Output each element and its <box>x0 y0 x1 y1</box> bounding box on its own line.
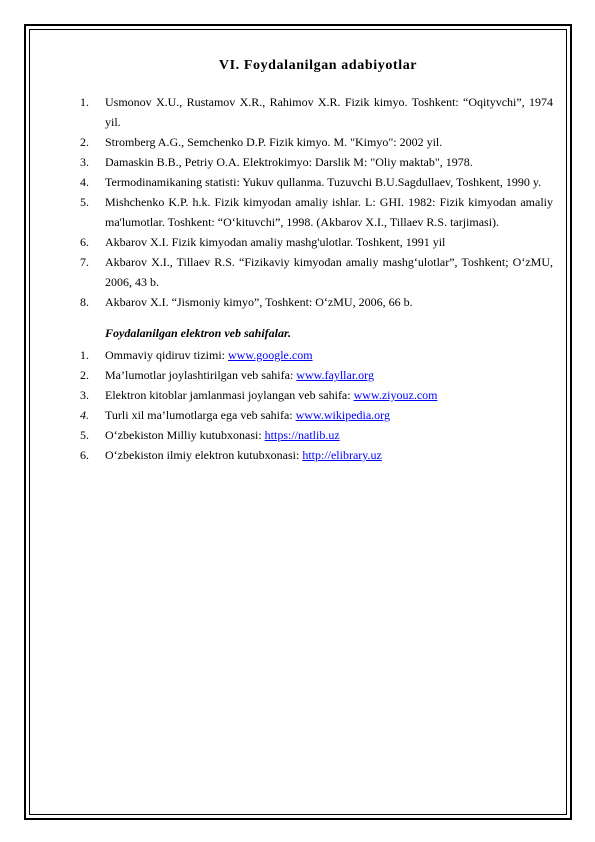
reference-text: Usmonov X.U., Rustamov X.R., Rahimov X.R. Fizik kimyo. Toshkent: “Oqityvchi”, 1974 yil. <box>105 95 553 129</box>
reference-text: Akbarov X.I. “Jismoniy kimyo”, Toshkent: O‘zMU, 2006, 66 b. <box>105 295 413 309</box>
web-item-label: Ommaviy qidiruv tizimi: <box>105 348 228 362</box>
web-item-number: 5. <box>80 428 89 442</box>
reference-list <box>80 92 553 312</box>
web-link[interactable]: http://elibrary.uz <box>302 448 382 462</box>
reference-text: Akbarov X.I. Fizik kimyodan amaliy mashg'ulotlar. Toshkent, 1991 yil <box>105 235 446 249</box>
reference-text: Termodinamikaning statisti: Yukuv qullanma. Tuzuvchi B.U.Sagdullaev, Toshkent, 1990 y. <box>105 175 542 189</box>
web-item <box>80 405 553 425</box>
web-item-label: Ma’lumotlar joylashtirilgan veb sahifa: <box>105 368 297 382</box>
web-item-number: 3. <box>80 388 89 402</box>
web-link[interactable]: www.wikipedia.org <box>295 408 390 422</box>
web-link[interactable]: www.ziyouz.com <box>353 388 438 402</box>
web-item-label: Turli xil ma’lumotlarga ega veb sahifa: <box>105 408 296 422</box>
web-section-title: Foydalanilgan elektron veb sahifalar. <box>105 326 292 340</box>
page-title: VI. Foydalanilgan adabiyotlar <box>218 58 418 73</box>
reference-text: Akbarov X.I., Tillaev R.S. “Fizikaviy kimyodan amaliy mashg‘ulotlar”, Toshkent; O‘zMU, 2006, 43 b. <box>105 255 553 289</box>
reference-number: 4. <box>80 175 89 189</box>
reference-number: 7. <box>80 255 89 269</box>
reference-number: 6. <box>80 235 89 249</box>
web-item <box>80 425 553 445</box>
reference-number: 3. <box>80 155 89 169</box>
reference-item <box>80 172 553 192</box>
reference-item <box>80 232 553 252</box>
reference-text: Damaskin B.B., Petriy O.A. Elektrokimyo: Darslik M: "Oliy maktab", 1978. <box>105 155 473 169</box>
web-item <box>80 385 553 405</box>
reference-text: Mishchenko K.P. h.k. Fizik kimyodan amaliy ishlar. L: GHI. 1982: Fizik kimyodan amaliy ma'lumotlar. Toshkent: “O‘kituvchi”, 1998. (Akbarov X.I., Tillaev R.S. tarjimasi). <box>105 195 553 229</box>
web-item <box>80 445 553 465</box>
web-link[interactable]: www.fayllar.org <box>296 368 374 382</box>
reference-item <box>80 132 553 152</box>
web-item-number: 6. <box>80 448 89 462</box>
document-body <box>80 92 553 465</box>
reference-number: 8. <box>80 295 89 309</box>
web-link[interactable]: www.google.com <box>228 348 313 362</box>
reference-number: 5. <box>80 195 89 209</box>
reference-item <box>80 152 553 172</box>
web-item-number: 2. <box>80 368 89 382</box>
reference-item <box>80 192 553 232</box>
web-item-label: O‘zbekiston Milliy kutubxonasi: <box>105 428 265 442</box>
web-item-number: 4. <box>80 408 89 422</box>
reference-item <box>80 92 553 132</box>
reference-number: 2. <box>80 135 89 149</box>
web-item-number: 1. <box>80 348 89 362</box>
web-item <box>80 365 553 385</box>
reference-number: 1. <box>80 95 89 109</box>
web-item-label: O‘zbekiston ilmiy elektron kutubxonasi: <box>105 448 303 462</box>
reference-item <box>80 292 553 312</box>
reference-item <box>80 252 553 292</box>
reference-text: Stromberg A.G., Semchenko D.P. Fizik kimyo. M. "Kimyo": 2002 yil. <box>105 135 443 149</box>
web-link[interactable]: https://natlib.uz <box>264 428 340 442</box>
web-item <box>80 345 553 365</box>
web-item-label: Elektron kitoblar jamlanmasi joylangan veb sahifa: <box>105 388 354 402</box>
web-list <box>80 345 553 465</box>
